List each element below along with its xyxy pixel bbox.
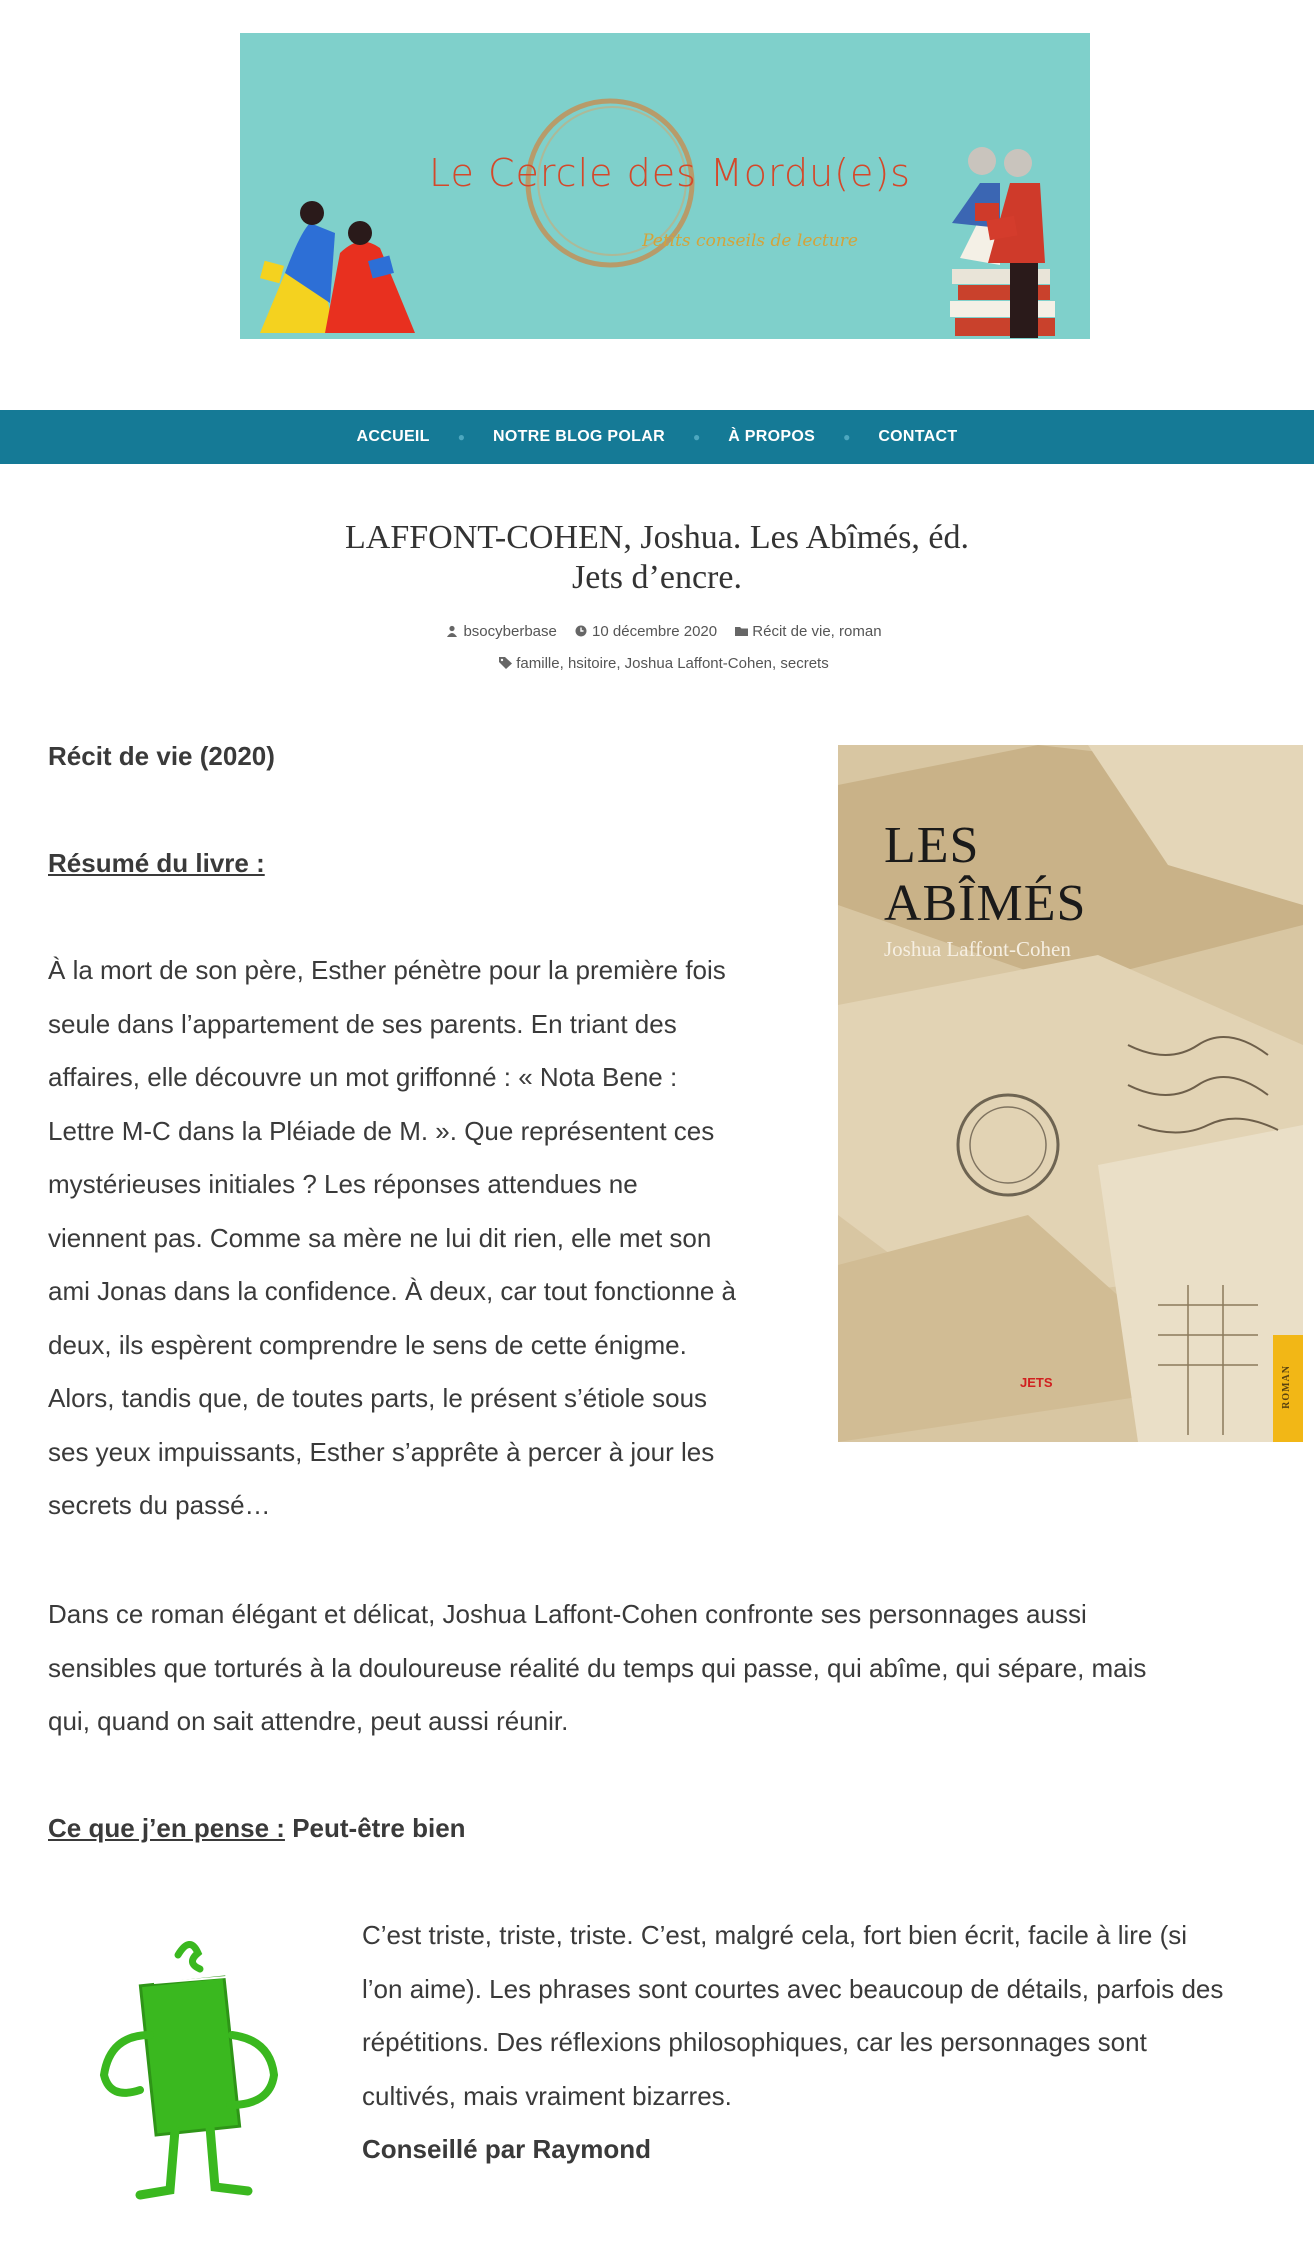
category-link[interactable]: roman [839, 623, 882, 640]
blurb-line: sensibles que torturés à la douloureuse réalité du temps qui passe, qui abîme, qui sépare, mais [48, 1652, 1147, 1683]
opinion-verdict: Peut-être bien [292, 1813, 466, 1843]
summary-line: mystérieuses initiales ? Les réponses attendues ne [48, 1169, 638, 1199]
clock-icon [575, 624, 587, 636]
blurb-line: qui, quand on sait attendre, peut aussi réunir. [48, 1706, 569, 1736]
summary-line: Alors, tandis que, de toutes parts, le présent s’étiole sous [48, 1383, 708, 1413]
summary-line: deux, ils espèrent comprendre le sens de cette énigme. [48, 1329, 687, 1360]
nav-item-blog-polar[interactable]: NOTRE BLOG POLAR [493, 428, 665, 445]
summary-line: secrets du passé… [48, 1490, 271, 1520]
tag-link[interactable]: Joshua Laffont-Cohen [624, 655, 773, 672]
author-icon [446, 624, 458, 636]
tag-icon [499, 656, 511, 668]
post-title-line-1: LAFFONT-COHEN, Joshua. Les Abîmés, éd. [345, 519, 969, 556]
main-navigation [0, 410, 1314, 464]
blurb-line: Dans ce roman élégant et délicat, Joshua Laffont-Cohen confronte ses personnages aussi [48, 1599, 1087, 1629]
green-book-character-icon [90, 1925, 290, 2210]
opinion-heading-block [48, 1802, 1278, 1856]
publisher-logo: JETS [1020, 1375, 1053, 1390]
summary-line: seule dans l’appartement de ses parents. En triant des [48, 1008, 677, 1039]
site-tagline: Petits conseils de lecture [642, 231, 858, 251]
cover-title [884, 817, 1086, 933]
cover-band-text: ROMAN [1281, 1365, 1292, 1409]
tag-link[interactable]: famille [516, 655, 560, 672]
book-cover-image[interactable] [838, 745, 1303, 1442]
cover-title-line-2: ABÎMÉS [884, 875, 1087, 932]
nav-separator: ● [692, 430, 701, 444]
tag-link[interactable]: hsitoire [567, 655, 617, 672]
recommendation-block [362, 2123, 1262, 2177]
post-author-link[interactable]: bsocyberbase [463, 623, 557, 640]
nav-item-a-propos[interactable]: À PROPOS [728, 428, 816, 445]
cover-author: Joshua Laffont-Cohen [884, 937, 1071, 961]
post-tags: famille, hsitoire, Joshua Laffont-Cohen, secrets [0, 655, 1314, 672]
nav-separator: ● [843, 430, 851, 444]
summary-text [48, 944, 828, 1533]
opinion-heading: Ce que j’en pense : [48, 1813, 285, 1843]
blurb-text [48, 1588, 1278, 1749]
site-title[interactable]: Le Cercle des Mordu(e)s [429, 151, 911, 195]
summary-line: Lettre M-C dans la Pléiade de M. ». Que représentent ces [48, 1115, 715, 1146]
category-link[interactable]: Récit de vie [752, 623, 831, 640]
post-meta: bsocyberbase 10 décembre 2020 Récit de vie, roman [0, 623, 1314, 640]
nav-separator: ● [457, 430, 466, 444]
post-title [300, 518, 1014, 598]
folder-icon [735, 624, 747, 636]
readers-on-books-illustration [950, 147, 1055, 338]
review-line: l’on aime). Les phrases sont courtes avec beaucoup de détails, parfois des [362, 1973, 1224, 2004]
nav-item-accueil[interactable]: ACCUEIL [356, 428, 430, 445]
nav-item-contact[interactable]: CONTACT [878, 428, 958, 445]
summary-line: affaires, elle découvre un mot griffonné : « Nota Bene : [48, 1062, 678, 1092]
post-title-line-2: Jets d’encre. [572, 559, 742, 596]
tag-link[interactable]: secrets [780, 655, 829, 672]
cover-genre-band [1273, 1335, 1303, 1442]
review-line: C’est triste, triste, triste. C’est, malgré cela, fort bien écrit, facile à lire (si [362, 1920, 1188, 1950]
genre-text: Récit de vie (2020) [48, 741, 275, 771]
summary-line: À la mort de son père, Esther pénètre pour la première fois [48, 955, 726, 985]
post-date-link[interactable]: 10 décembre 2020 [592, 623, 718, 640]
recommended-by: Conseillé par Raymond [362, 2134, 651, 2164]
review-text [362, 1909, 1302, 2123]
reading-girls-illustration [260, 201, 415, 333]
summary-line: ami Jonas dans la confidence. À deux, car tout fonctionne à [48, 1276, 736, 1306]
review-line: répétitions. Des réflexions philosophiques, car les personnages sont [362, 2027, 1147, 2057]
summary-heading: Résumé du livre : [48, 848, 265, 878]
site-banner[interactable] [240, 33, 1090, 339]
summary-line: viennent pas. Comme sa mère ne lui dit rien, elle met son [48, 1222, 712, 1253]
review-line: cultivés, mais vraiment bizarres. [362, 2080, 732, 2111]
summary-line: ses yeux impuissants, Esther s’apprête à percer à jour les [48, 1436, 715, 1467]
cover-title-line-1: LES [884, 817, 980, 874]
